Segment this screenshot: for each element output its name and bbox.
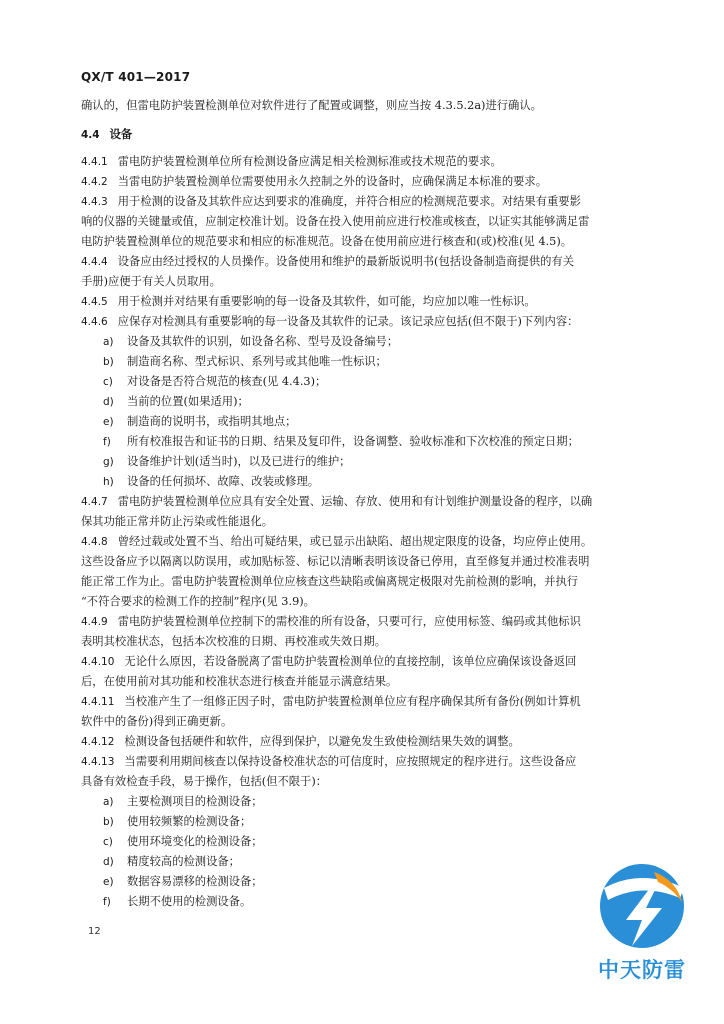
clause-number: 4.4.2: [81, 176, 108, 188]
line-text: 对设备是否符合规范的核查(见 4.4.3)；: [127, 375, 327, 388]
list-label: e): [103, 416, 114, 428]
list-item: [81, 412, 647, 432]
text-line: [81, 632, 647, 652]
line-text: 检测设备包括硬件和软件，应得到保护，以避免发生致使检测结果失效的调整。: [124, 735, 520, 748]
watermark-logo: [592, 858, 692, 1008]
line-text: 当需要利用期间核查以保持设备校准状态的可信度时，应按照规定的程序进行。这些设备应: [124, 755, 577, 768]
clause-number: 4.4.9: [81, 616, 108, 628]
paragraph-gap: [81, 116, 647, 124]
list-item: [81, 832, 647, 852]
list-label: b): [103, 816, 114, 828]
list-label: a): [103, 336, 114, 348]
line-text: 电防护装置检测单位的规范要求和相应的标准规范。设备在使用前应进行核查和(或)校准(见 4.5)。: [81, 235, 573, 248]
line-text: 后，在使用前对其功能和校准状态进行核查并能显示满意结果。: [81, 675, 398, 688]
clause-line: [81, 312, 647, 332]
line-text: 设备维护计划(适当时)，以及已进行的维护；: [127, 455, 351, 468]
text-line: [81, 712, 647, 732]
line-text: 设备: [109, 127, 133, 141]
list-label: d): [103, 396, 114, 408]
clause-line: [81, 192, 647, 212]
clause-line: [81, 692, 647, 712]
list-item: [81, 852, 647, 872]
text-line: [81, 552, 647, 572]
line-text: “不符合要求的检测工作的控制”程序(见 3.9)。: [81, 595, 315, 608]
line-text: 设备的任何损坏、故障、改装或修理。: [127, 475, 320, 488]
line-text: 设备应由经过授权的人员操作。设备使用和维护的最新版说明书(包括设备制造商提供的有关: [117, 255, 575, 268]
text-line: [81, 232, 647, 252]
line-text: 精度较高的检测设备；: [127, 855, 240, 868]
list-item: [81, 332, 647, 352]
clause-line: [81, 612, 647, 632]
line-text: 当前的位置(如果适用)；: [127, 395, 249, 408]
clause-number: 4.4.7: [81, 496, 108, 508]
line-text: 能正常工作为止。雷电防护装置检测单位应核查这些缺陷或偏离规定极限对先前检测的影响，并执行: [81, 575, 579, 588]
line-text: 雷电防护装置检测单位控制下的需校准的所有设备，只要可行，应使用标签、编码或其他标识: [117, 615, 581, 628]
line-text: 使用环境变化的检测设备；: [127, 835, 263, 848]
text-line: [81, 592, 647, 612]
line-text: 确认的，但雷电防护装置检测单位对软件进行了配置或调整，则应当按 4.3.5.2a)进行确认。: [81, 99, 542, 112]
line-text: 雷电防护装置检测单位所有检测设备应满足相关检测标准或技术规范的要求。: [117, 155, 502, 168]
line-text: 具备有效检查手段，易于操作，包括(但不限于)：: [81, 775, 328, 788]
list-label: f): [103, 896, 111, 908]
line-text: 表明其校准状态，包括本次校准的日期、再校准或失效日期。: [81, 635, 387, 648]
list-item: [81, 452, 647, 472]
line-text: 这些设备应予以隔离以防误用，或加贴标签、标记以清晰表明该设备已停用，直至修复并通过校准表明: [81, 555, 590, 568]
text-line: [81, 96, 647, 116]
line-text: 保其功能正常并防止污染或性能退化。: [81, 515, 274, 528]
line-text: 数据容易漂移的检测设备；: [127, 875, 263, 888]
document-body: [81, 96, 647, 912]
list-label: b): [103, 356, 114, 368]
line-text: 当雷电防护装置检测单位需要使用永久控制之外的设备时，应确保满足本标准的要求。: [117, 175, 548, 188]
clause-number: 4.4.10: [81, 656, 115, 668]
list-label: g): [103, 456, 114, 468]
text-line: [81, 512, 647, 532]
clause-number: 4.4.5: [81, 296, 108, 308]
clause-line: [81, 652, 647, 672]
clause-number: 4.4: [81, 129, 100, 141]
line-text: 用于检测并对结果有重要影响的每一设备及其软件，如可能，均应加以唯一性标识。: [117, 295, 536, 308]
list-item: [81, 792, 647, 812]
text-line: [81, 572, 647, 592]
page-number: 12: [88, 926, 101, 937]
line-text: 设备及其软件的识别，如设备名称、型号及设备编号；: [127, 335, 399, 348]
line-text: 应保存对检测具有重要影响的每一设备及其软件的记录。该记录应包括(但不限于)下列内容：: [117, 315, 579, 328]
line-text: 雷电防护装置检测单位应具有安全处置、运输、存放、使用和有计划维护测量设备的程序，以确: [117, 495, 593, 508]
clause-line: [81, 152, 647, 172]
line-text: 无论什么原因，若设备脱离了雷电防护装置检测单位的直接控制，该单位应确保该设备返回: [124, 655, 577, 668]
clause-line: [81, 252, 647, 272]
clause-number: 4.4.3: [81, 196, 108, 208]
paragraph-gap: [81, 144, 647, 152]
line-text: 使用较频繁的检测设备；: [127, 815, 252, 828]
clause-number: 4.4.8: [81, 536, 108, 548]
list-item: [81, 872, 647, 892]
clause-line: [81, 492, 647, 512]
line-text: 用于检测的设备及其软件应达到要求的准确度，并符合相应的检测规范要求。对结果有重要影: [117, 195, 581, 208]
line-text: 手册)应便于有关人员取用。: [81, 275, 221, 288]
line-text: 响的仪器的关键量或值，应制定校准计划。设备在投入使用前应进行校准或核查，以证实其能够满足雷: [81, 215, 590, 228]
clause-line: [81, 292, 647, 312]
list-item: [81, 352, 647, 372]
line-text: 当校准产生了一组修正因子时，雷电防护装置检测单位应有程序确保其所有备份(例如计算机: [124, 695, 581, 708]
list-item: [81, 472, 647, 492]
clause-number: 4.4.13: [81, 756, 115, 768]
text-line: [81, 672, 647, 692]
list-label: h): [103, 476, 114, 488]
list-item: [81, 392, 647, 412]
list-label: e): [103, 876, 114, 888]
line-text: 主要检测项目的检测设备；: [127, 795, 263, 808]
line-text: 制造商名称、型式标识、系列号或其他唯一性标识；: [127, 355, 387, 368]
clause-number: 4.4.11: [81, 696, 115, 708]
clause-line: [81, 124, 647, 144]
list-label: c): [103, 376, 113, 388]
list-label: f): [103, 436, 111, 448]
logo-icon: [592, 858, 692, 954]
text-line: [81, 272, 647, 292]
list-label: d): [103, 856, 114, 868]
list-item: [81, 892, 647, 912]
clause-number: 4.4.1: [81, 156, 108, 168]
line-text: 软件中的备份)得到正确更新。: [81, 715, 233, 728]
list-item: [81, 372, 647, 392]
clause-line: [81, 752, 647, 772]
list-item: [81, 812, 647, 832]
line-text: 长期不使用的检测设备。: [127, 895, 252, 908]
text-line: [81, 212, 647, 232]
list-label: c): [103, 836, 113, 848]
line-text: 曾经过载或处置不当、给出可疑结果，或已显示出缺陷、超出规定限度的设备，均应停止使用。: [117, 535, 593, 548]
list-item: [81, 432, 647, 452]
clause-number: 4.4.6: [81, 316, 108, 328]
clause-number: 4.4.12: [81, 736, 115, 748]
clause-number: 4.4.4: [81, 256, 108, 268]
clause-line: [81, 732, 647, 752]
text-line: [81, 772, 647, 792]
line-text: 所有校准报告和证书的日期、结果及复印件，设备调整、验收标准和下次校准的预定日期；: [127, 435, 579, 448]
standard-code: QX/T 401—2017: [81, 70, 191, 84]
list-label: a): [103, 796, 114, 808]
line-text: 制造商的说明书，或指明其地点；: [127, 415, 297, 428]
clause-line: [81, 172, 647, 192]
clause-line: [81, 532, 647, 552]
logo-text: 中天防雷: [598, 958, 686, 982]
